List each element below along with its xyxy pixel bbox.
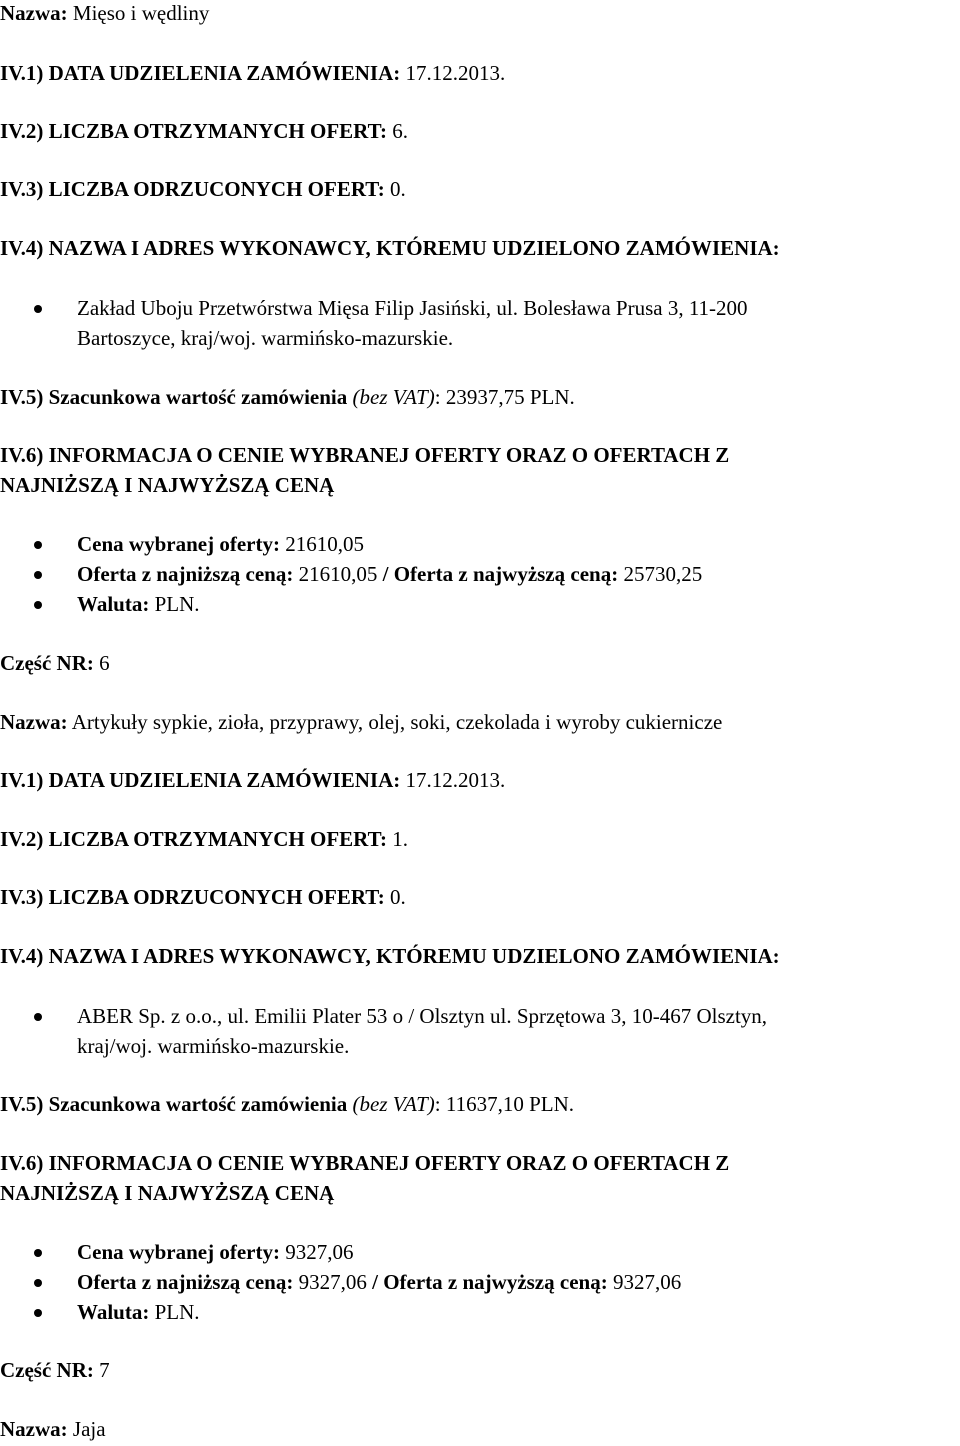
text-line-nazwa-5 xyxy=(0,0,209,26)
bullet-icon xyxy=(34,541,42,549)
value-text: 0. xyxy=(384,885,406,909)
value-text: 6. xyxy=(387,119,409,143)
text-line-iv3-5 xyxy=(0,176,406,202)
label-text: IV.4) NAZWA I ADRES WYKONAWCY, KTÓREMU UDZIELONO ZAMÓWIENIA: xyxy=(0,944,780,968)
value-text: 1. xyxy=(387,827,409,851)
label-text: Waluta: xyxy=(77,1300,150,1324)
label-text: IV.4) NAZWA I ADRES WYKONAWCY, KTÓREMU UDZIELONO ZAMÓWIENIA: xyxy=(0,236,780,260)
label-text: Oferta z najniższą ceną: xyxy=(77,1270,294,1294)
bullet-icon xyxy=(34,1249,42,1257)
text-line-wyk-5-a xyxy=(77,295,748,321)
value-text: 9327,06 xyxy=(293,1270,373,1294)
text-line-iv4-5 xyxy=(0,235,780,261)
label-text: Cena wybranej oferty: xyxy=(77,532,280,556)
text-line-wyk-6-b xyxy=(77,1033,349,1059)
value-text: 21610,05 xyxy=(279,532,364,556)
text-line-iv1-6 xyxy=(0,767,505,793)
value-text: 0. xyxy=(384,177,406,201)
label-text: Część NR: xyxy=(0,651,94,675)
text-line-nazwa-6 xyxy=(0,709,722,735)
text-line-iv6-6-b xyxy=(0,1180,334,1206)
bullet-icon xyxy=(34,305,42,313)
text-line-iv5-6 xyxy=(0,1091,574,1117)
text-line-iv6-5-b xyxy=(0,472,334,498)
label-text: / Oferta z najwyższą ceną: xyxy=(382,562,619,586)
label-text: IV.5) Szacunkowa wartość zamówienia xyxy=(0,1092,348,1116)
value-text: Bartoszyce, kraj/woj. warmińsko-mazurskie. xyxy=(77,326,454,350)
value-text: kraj/woj. warmińsko-mazurskie. xyxy=(77,1034,350,1058)
text-line-wyk-6-a xyxy=(77,1003,767,1029)
label-text: IV.2) LICZBA OTRZYMANYCH OFERT: xyxy=(0,119,388,143)
label-text: IV.2) LICZBA OTRZYMANYCH OFERT: xyxy=(0,827,388,851)
value-text: PLN. xyxy=(149,592,200,616)
text-line-czesc-6 xyxy=(0,650,110,676)
value-text: 17.12.2013. xyxy=(400,768,506,792)
value-text: Mięso i wędliny xyxy=(67,1,210,25)
text-line-iv5-5 xyxy=(0,384,575,410)
bullet-icon xyxy=(34,1309,42,1317)
value-text: 9327,06 xyxy=(607,1270,682,1294)
value-text: (bez VAT) xyxy=(347,385,435,409)
text-line-oferta-5 xyxy=(77,561,702,587)
bullet-icon xyxy=(34,571,42,579)
label-text: / Oferta z najwyższą ceną: xyxy=(372,1270,608,1294)
label-text: NAJNIŻSZĄ I NAJWYŻSZĄ CENĄ xyxy=(0,1181,335,1205)
text-line-iv1-5 xyxy=(0,60,505,86)
label-text: Oferta z najniższą ceną: xyxy=(77,562,294,586)
label-text: IV.6) INFORMACJA O CENIE WYBRANEJ OFERTY ORAZ O OFERTACH Z xyxy=(0,443,730,467)
text-line-oferta-6 xyxy=(77,1269,681,1295)
label-text: IV.3) LICZBA ODRZUCONYCH OFERT: xyxy=(0,177,385,201)
value-text: 6 xyxy=(93,651,110,675)
value-text: 25730,25 xyxy=(618,562,703,586)
bullet-icon xyxy=(34,601,42,609)
label-text: IV.1) DATA UDZIELENIA ZAMÓWIENIA: xyxy=(0,768,401,792)
text-line-cena-5 xyxy=(77,531,364,557)
bullet-icon xyxy=(34,1279,42,1287)
value-text: 21610,05 xyxy=(293,562,383,586)
value-text: ABER Sp. z o.o., ul. Emilii Plater 53 o / Olsztyn ul. Sprzętowa 3, 10-467 Olsztyn, xyxy=(77,1004,768,1028)
value-text: Artykuły sypkie, zioła, przyprawy, olej, soki, czekolada i wyroby cukiernicze xyxy=(67,710,723,734)
value-text: (bez VAT) xyxy=(347,1092,435,1116)
value-text: : 11637,10 PLN. xyxy=(434,1092,574,1116)
text-line-wyk-5-b xyxy=(77,325,453,351)
label-text: Nazwa: xyxy=(0,710,68,734)
label-text: Część NR: xyxy=(0,1358,94,1382)
value-text: PLN. xyxy=(149,1300,200,1324)
text-line-iv2-5 xyxy=(0,118,408,144)
value-text: 7 xyxy=(93,1358,110,1382)
text-line-waluta-6 xyxy=(77,1299,200,1325)
text-line-nazwa-7 xyxy=(0,1416,106,1442)
text-line-czesc-7 xyxy=(0,1357,110,1383)
text-line-iv2-6 xyxy=(0,826,408,852)
text-line-iv3-6 xyxy=(0,884,406,910)
value-text: Zakład Uboju Przetwórstwa Mięsa Filip Jasiński, ul. Bolesława Prusa 3, 11-200 xyxy=(77,296,748,320)
label-text: IV.1) DATA UDZIELENIA ZAMÓWIENIA: xyxy=(0,61,401,85)
value-text: : 23937,75 PLN. xyxy=(434,385,575,409)
value-text: 17.12.2013. xyxy=(400,61,506,85)
text-line-iv6-6-a xyxy=(0,1150,729,1176)
label-text: Cena wybranej oferty: xyxy=(77,1240,280,1264)
label-text: NAJNIŻSZĄ I NAJWYŻSZĄ CENĄ xyxy=(0,473,335,497)
label-text: IV.6) INFORMACJA O CENIE WYBRANEJ OFERTY ORAZ O OFERTACH Z xyxy=(0,1151,730,1175)
label-text: IV.5) Szacunkowa wartość zamówienia xyxy=(0,385,348,409)
text-line-iv4-6 xyxy=(0,943,780,969)
bullet-icon xyxy=(34,1013,42,1021)
label-text: Nazwa: xyxy=(0,1417,68,1441)
label-text: Waluta: xyxy=(77,592,150,616)
text-line-iv6-5-a xyxy=(0,442,729,468)
value-text: Jaja xyxy=(67,1417,106,1441)
text-line-waluta-5 xyxy=(77,591,200,617)
label-text: IV.3) LICZBA ODRZUCONYCH OFERT: xyxy=(0,885,385,909)
text-line-cena-6 xyxy=(77,1239,353,1265)
label-text: Nazwa: xyxy=(0,1,68,25)
value-text: 9327,06 xyxy=(279,1240,354,1264)
